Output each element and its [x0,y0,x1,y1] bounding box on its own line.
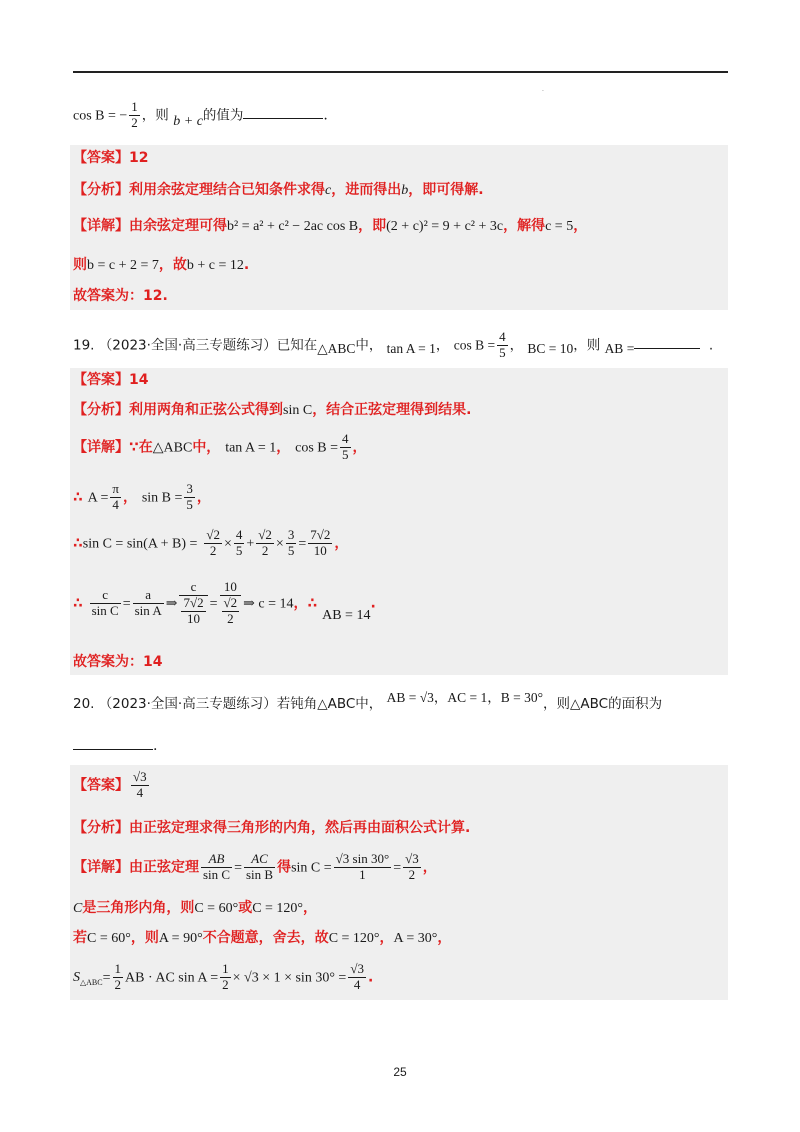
math-b-plus-c: b + c [173,114,203,130]
q19-detail-line: 【详解】∵在△ABC中， tan A = 1， cos B = $\frac{4}{5}$ ， [73,431,367,462]
q18-tail-line: cos B = − $\frac{1}{2}$ ，则 b + c的值为 . [73,99,328,130]
question-number: 19. [73,337,95,354]
q19-analysis-line: 【分析】利用两角和正弦公式得到sin C，结合正弦定理得到结果. [73,402,472,418]
therefore-icon: ∴ [73,595,83,612]
q19-detail-line-3: ∴sin C = sin(A + B) = $\frac{√2}{2}$ × $\frac{4}{5}$ + $\frac{√2}{2}$ × $\frac{3}{5}$ = $\frac{7√2}{10}$ ， [73,527,349,558]
math-cosB: cos B = − [73,108,128,124]
q19-detail-line-2: ∴ A = $\frac{\pi}{4}$ ， sin B = $\frac{3}{5}$ ， [73,481,211,512]
q19-question: 19. （2023·全国·高三专题练习）已知在△ABC中， tan A = 1， cos B = $\frac{4}{5}$ ， BC = 10，则 AB = . [73,329,714,360]
q20-detail-line-2: C是三角形内角，则C = 60°或C = 120°， [73,900,318,916]
q20-detail-line: 【详解】由正弦定理 $\frac{AB}{\text{sin C}}$ = $\frac{AC}{\text{sin B}}$ 得sin C = $\frac{√3 \sin 30^\circ}{1}$ = $\frac{√3}{2}$ ， [73,851,437,882]
q19-detail-line-4: ∴ $\frac{c}{\text{sin C}}$ = $\frac{a}{\text{sin A}}$ ⇒ $\frac{c}{\frac{7√2}{10}}$ = $\frac{10}{\frac{√2}{2}}$ ⇒ c = 14，∴ AB = 14. [73,579,376,626]
question-number: 20. [73,696,95,712]
q18-detail-line: 【详解】由余弦定理可得b² = a² + c² − 2ac cos B，即(2 + c)² = 9 + c² + 3c，解得c = 5， [73,218,588,234]
fraction: $\frac{1}{2}$ [131,99,138,130]
q20-question: 20. （2023·全国·高三专题练习）若钝角△ABC中， AB = √3，AC = 1，B = 30°，则△ABC的面积为 [73,690,663,712]
q19-answer-line: 【答案】14 [73,372,149,388]
q18-answer-line: 【答案】12 [73,150,149,166]
header-rule [73,71,728,73]
q20-analysis-line: 【分析】由正弦定理求得三角形的内角，然后再由面积公式计算. [73,820,471,836]
answer-blank [73,737,153,750]
therefore-icon: ∴ [73,489,83,506]
question-source: （2023·全国·高三专题练习） [98,337,277,354]
page-number: 25 [393,1065,407,1079]
q20-detail-line-3: 若C = 60°，则A = 90°不合题意，舍去，故C = 120°，A = 30°， [73,930,452,946]
header-dot: . [542,86,544,93]
therefore-icon: ∴ [73,535,83,552]
q20-answer-line: 【答案】 $\frac{√3}{4}$ [73,769,147,800]
answer-blank [243,106,323,119]
q18-final-answer: 故答案为：12. [73,288,168,304]
q20-blank-line: . [73,737,157,755]
q19-final-answer: 故答案为：14 [73,654,163,670]
question-source: （2023·全国·高三专题练习） [98,696,277,712]
q18-detail-line-2: 则b = c + 2 = 7，故b + c = 12. [73,257,250,273]
q20-detail-line-4: $S_{\triangle ABC}=$ $\frac{1}{2}$ AB · AC sin A = $\frac{1}{2}$ × √3 × 1 × sin 30° = $\frac{√3}{4}$ . [73,961,374,992]
answer-blank [634,336,700,349]
q18-analysis-line: 【分析】利用余弦定理结合已知条件求得c，进而得出b，即可得解. [73,182,484,198]
